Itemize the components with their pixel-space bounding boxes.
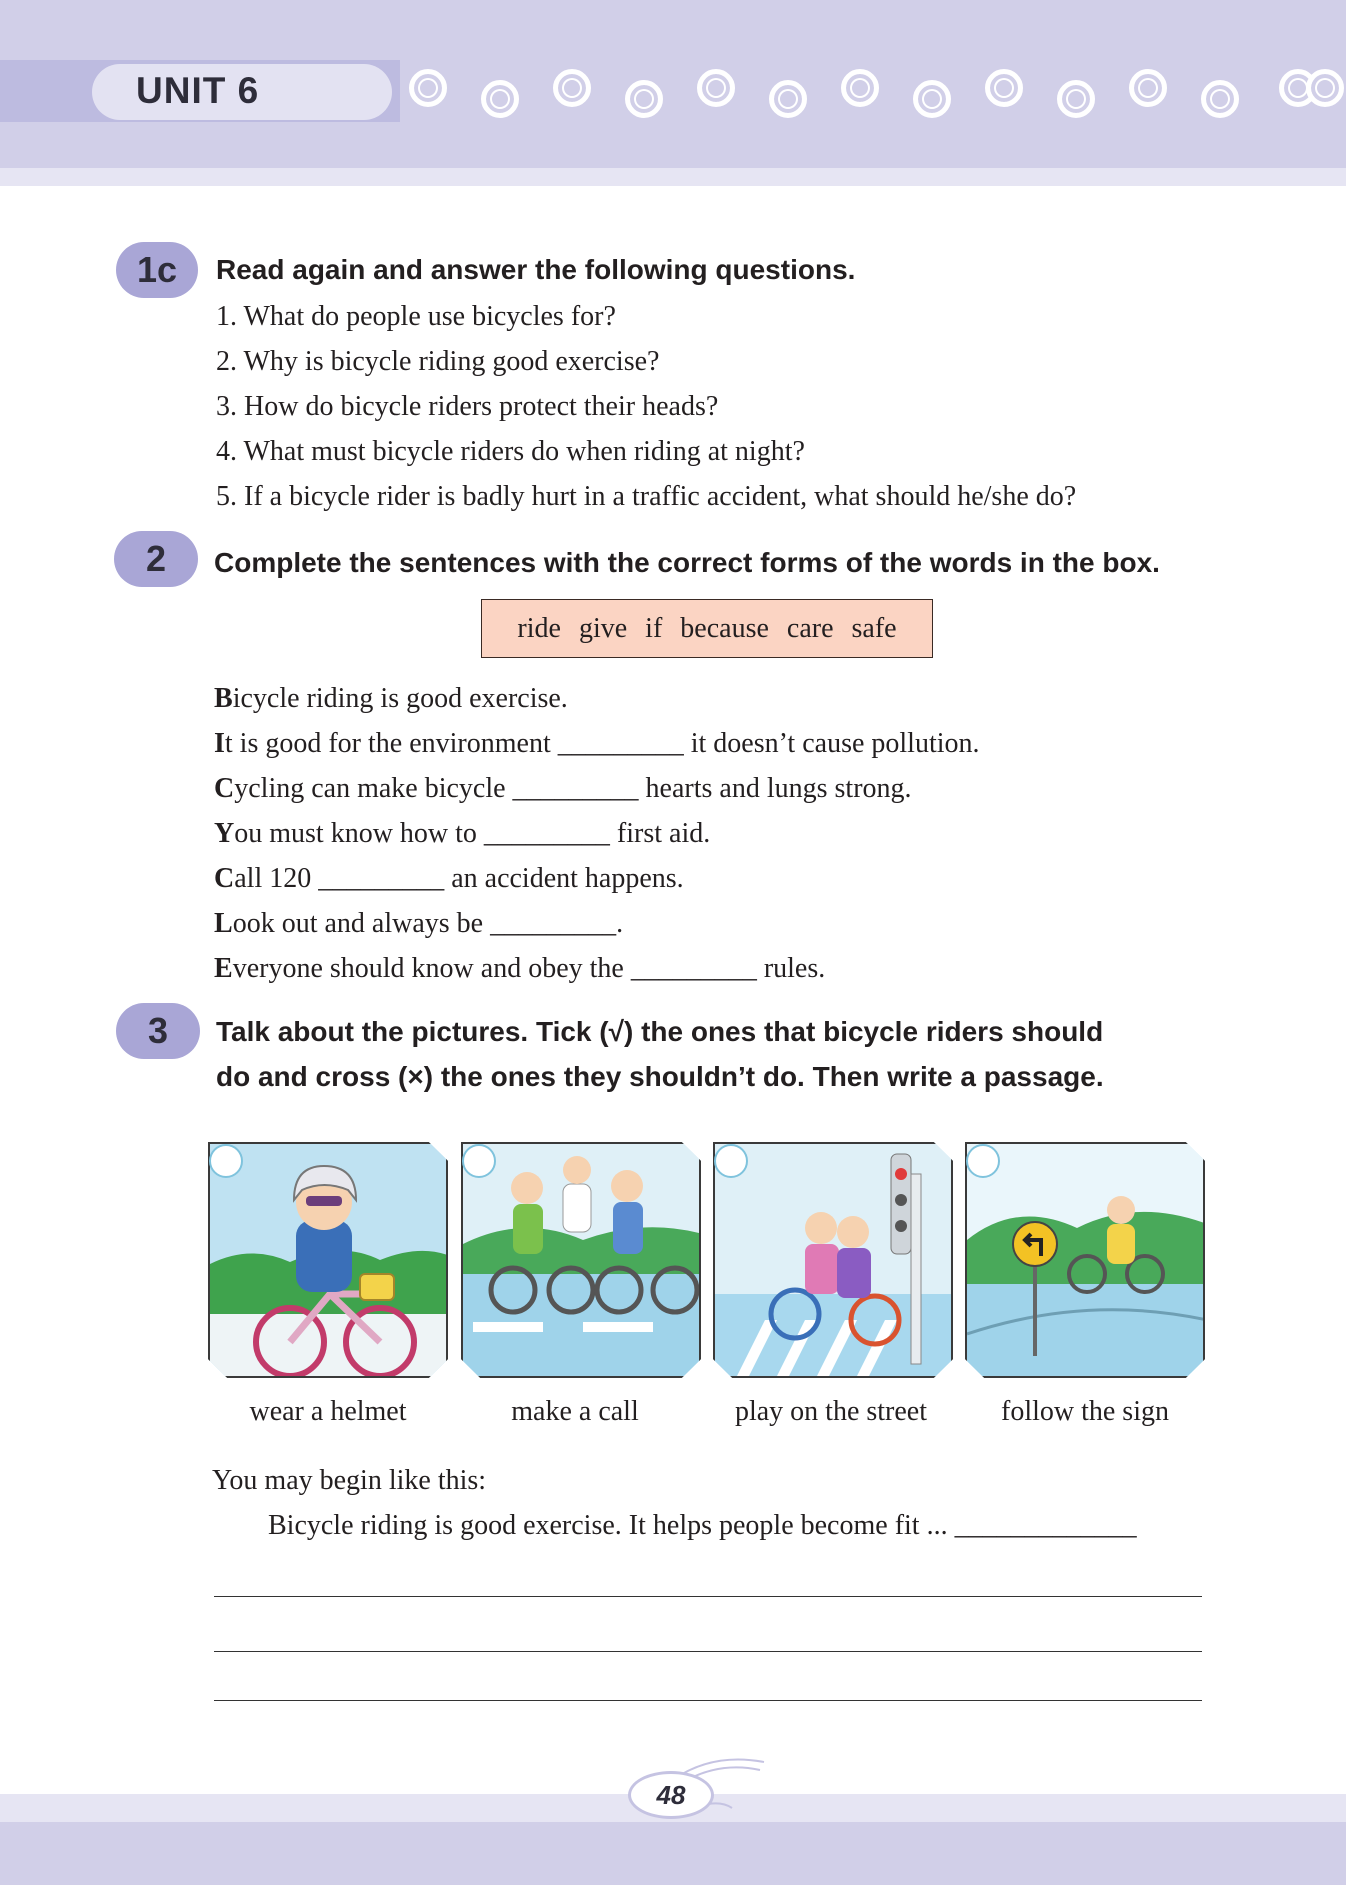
sentence-text: icycle riding is good exercise.: [232, 683, 568, 714]
sentence-text: veryone should know and obey the _________ rules.: [232, 953, 826, 984]
ring-decoration: [697, 69, 735, 107]
tick-circle-2[interactable]: [462, 1144, 496, 1178]
group-riders-illustration: [463, 1144, 701, 1378]
section-1c-heading: Read again and answer the following questions.: [216, 254, 856, 285]
ring-decoration: [481, 80, 519, 118]
question-1: 1. What do people use bicycles for?: [216, 301, 616, 332]
ring-decoration: [913, 80, 951, 118]
sentence-initial: L: [214, 908, 233, 939]
tick-circle-3[interactable]: [714, 1144, 748, 1178]
unit-title: UNIT 6: [136, 70, 260, 111]
helmet-rider-illustration: [210, 1144, 448, 1378]
tick-circle-1[interactable]: [209, 1144, 243, 1178]
footer-band: [0, 1822, 1346, 1885]
ring-decoration: [1129, 69, 1167, 107]
tick-circle-4[interactable]: [966, 1144, 1000, 1178]
writing-line[interactable]: [214, 1596, 1202, 1597]
question-4: 4. What must bicycle riders do when riding at night?: [216, 436, 805, 467]
writing-line[interactable]: [214, 1651, 1202, 1652]
sentence-5: [214, 862, 684, 896]
caption-make-call: make a call: [511, 1396, 639, 1427]
header-strip: [0, 168, 1346, 186]
ring-decoration: [1306, 69, 1344, 107]
sentence-text: ook out and always be _________.: [232, 908, 624, 939]
ring-decoration: [841, 69, 879, 107]
word-safe: safe: [851, 612, 897, 644]
word-because: because: [680, 612, 769, 644]
ring-decoration: [625, 80, 663, 118]
sentence-text: ou must know how to _________ first aid.: [234, 818, 711, 849]
question-2: 2. Why is bicycle riding good exercise?: [216, 346, 660, 377]
word-care: care: [786, 612, 834, 644]
picture-follow-sign: [965, 1142, 1205, 1378]
sentence-2: [214, 727, 980, 761]
sentence-7: [214, 952, 825, 986]
ring-decoration: [409, 69, 447, 107]
sentence-text: ycling can make bicycle _________ hearts and lungs strong.: [234, 773, 912, 804]
section-badge-3: 3: [116, 1003, 200, 1059]
sentence-initial: B: [214, 683, 233, 714]
ring-decoration: [1057, 80, 1095, 118]
sentence-initial: C: [214, 863, 235, 894]
ring-decoration: [769, 80, 807, 118]
question-3: 3. How do bicycle riders protect their heads?: [216, 391, 719, 422]
word-box: [481, 599, 933, 658]
begin-prompt: You may begin like this:: [212, 1465, 487, 1496]
section-3-heading-line2: do and cross (×) the ones they shouldn’t do. Then write a passage.: [216, 1061, 1104, 1092]
section-badge-2: 2: [114, 531, 198, 587]
picture-make-call: [461, 1142, 701, 1378]
section-2-heading: Complete the sentences with the correct forms of the words in the box.: [214, 547, 1160, 578]
sentence-3: [214, 772, 912, 806]
section-badge-1c: 1c: [116, 242, 198, 298]
caption-wear-helmet: wear a helmet: [249, 1396, 407, 1427]
word-ride: ride: [517, 612, 561, 644]
word-give: give: [578, 612, 628, 644]
section-3-heading-line1: Talk about the pictures. Tick (√) the ones that bicycle riders should: [216, 1016, 1104, 1047]
ring-decoration: [553, 69, 591, 107]
sentence-4: [214, 817, 710, 851]
ring-decoration: [1201, 80, 1239, 118]
begin-text: Bicycle riding is good exercise. It helps people become fit ... _____________: [268, 1510, 1137, 1541]
sentence-1: [214, 682, 568, 716]
picture-wear-helmet: [208, 1142, 448, 1378]
sentence-text: all 120 _________ an accident happens.: [234, 863, 684, 894]
question-5: 5. If a bicycle rider is badly hurt in a traffic accident, what should he/she do?: [216, 481, 1077, 512]
sentence-text: t is good for the environment _________ it doesn’t cause pollution.: [224, 728, 980, 759]
sentence-6: [214, 907, 623, 941]
street-riders-illustration: [715, 1144, 953, 1378]
page-number: 48: [628, 1771, 714, 1819]
word-if: if: [645, 612, 663, 644]
picture-play-street: [713, 1142, 953, 1378]
sentence-initial: E: [214, 953, 233, 984]
writing-line[interactable]: [214, 1700, 1202, 1701]
sentence-initial: Y: [214, 818, 235, 849]
sentence-initial: C: [214, 773, 235, 804]
caption-follow-sign: follow the sign: [1001, 1396, 1169, 1427]
sentence-initial: I: [214, 728, 225, 759]
caption-play-street: play on the street: [734, 1396, 928, 1427]
ring-decoration: [985, 69, 1023, 107]
sign-rider-illustration: [967, 1144, 1205, 1378]
